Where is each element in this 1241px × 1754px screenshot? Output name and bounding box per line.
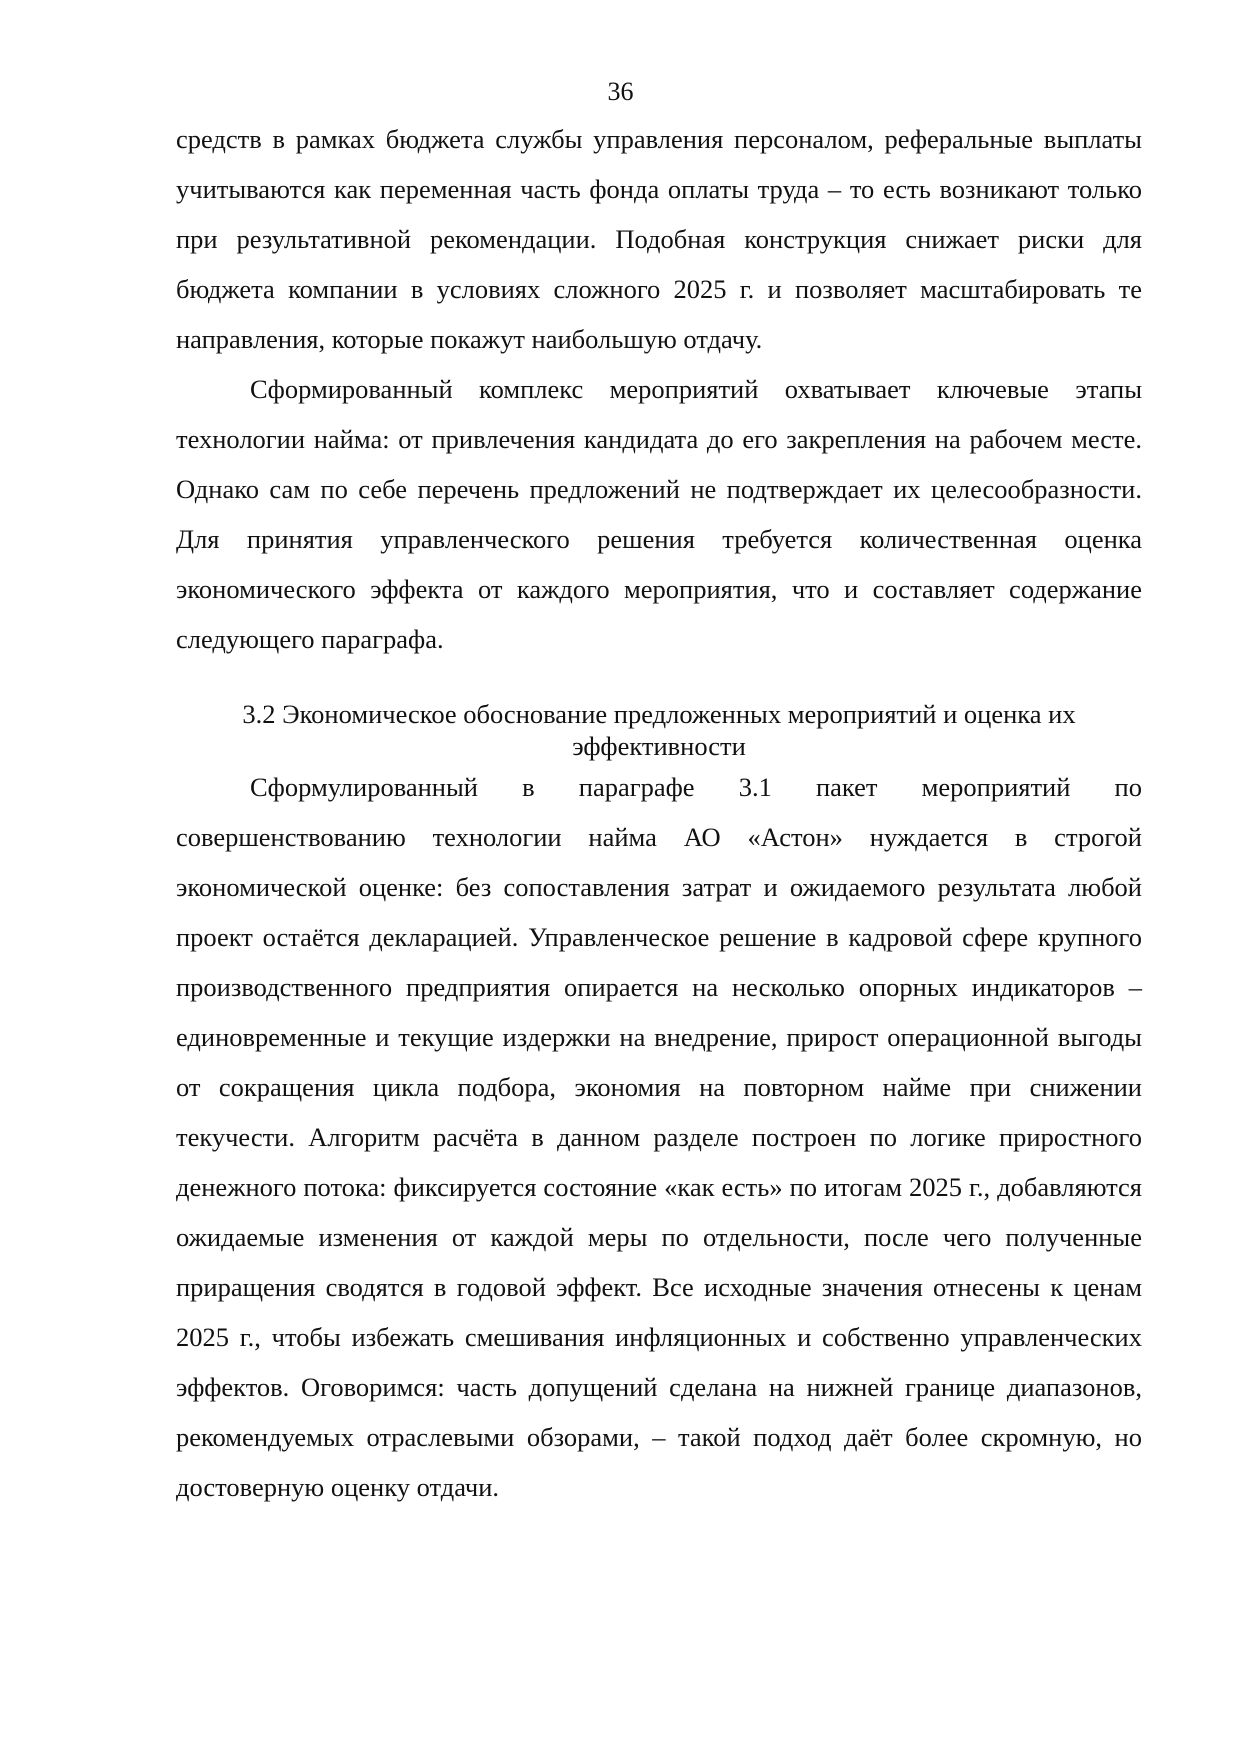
paragraph-budget-continuation: средств в рамках бюджета службы управления персоналом, реферальные выплаты учитываются как переменная часть фонда оплаты труда – то есть возникают только при результативной рекомендации. Подобная конструкция снижает риски для бюджета компании в условиях сложного 2025 г. и позволяет масштабировать те направления, которые покажут наибольшую отдачу. bbox=[176, 124, 1142, 354]
page-number: 36 bbox=[607, 77, 634, 106]
section-heading-line-2: эффективности bbox=[572, 731, 746, 761]
section-heading bbox=[176, 698, 1142, 762]
paragraph-economic-justification: Сформулированный в параграфе 3.1 пакет мероприятий по совершенствованию технологии найма АО «Астон» нуждается в строгой экономической оценке: без сопоставления затрат и ожидаемого результата любой проект остаётся декларацией. Управленческое решение в кадровой сфере крупного производственного предприятия опирается на несколько опорных индикаторов – единовременные и текущие издержки на внедрение, прирост операционной выгоды от сокращения цикла подбора, экономия на повторном найме при снижении текучести. Алгоритм расчёта в данном разделе построен по логике приростного денежного потока: фиксируется состояние «как есть» по итогам 2025 г., добавляются ожидаемые изменения от каждой меры по отдельности, после чего полученные приращения сводятся в годовой эффект. Все исходные значения отнесены к ценам 2025 г., чтобы избежать смешивания инфляционных и собственно управленческих эффектов. Оговоримся: часть допущений сделана на нижней границе диапазонов, рекомендуемых отраслевыми обзорами, – такой подход даёт более скромную, но достоверную оценку отдачи. bbox=[176, 772, 1142, 1502]
page-body bbox=[176, 114, 1142, 1512]
paragraph-measures-summary: Сформированный комплекс мероприятий охватывает ключевые этапы технологии найма: от привлечения кандидата до его закрепления на рабочем месте. Однако сам по себе перечень предложений не подтверждает их целесообразности. Для принятия управленческого решения требуется количественная оценка экономического эффекта от каждого мероприятия, что и составляет содержание следующего параграфа. bbox=[176, 374, 1142, 654]
section-heading-line-1: 3.2 Экономическое обоснование предложенных мероприятий и оценка их bbox=[242, 699, 1076, 729]
